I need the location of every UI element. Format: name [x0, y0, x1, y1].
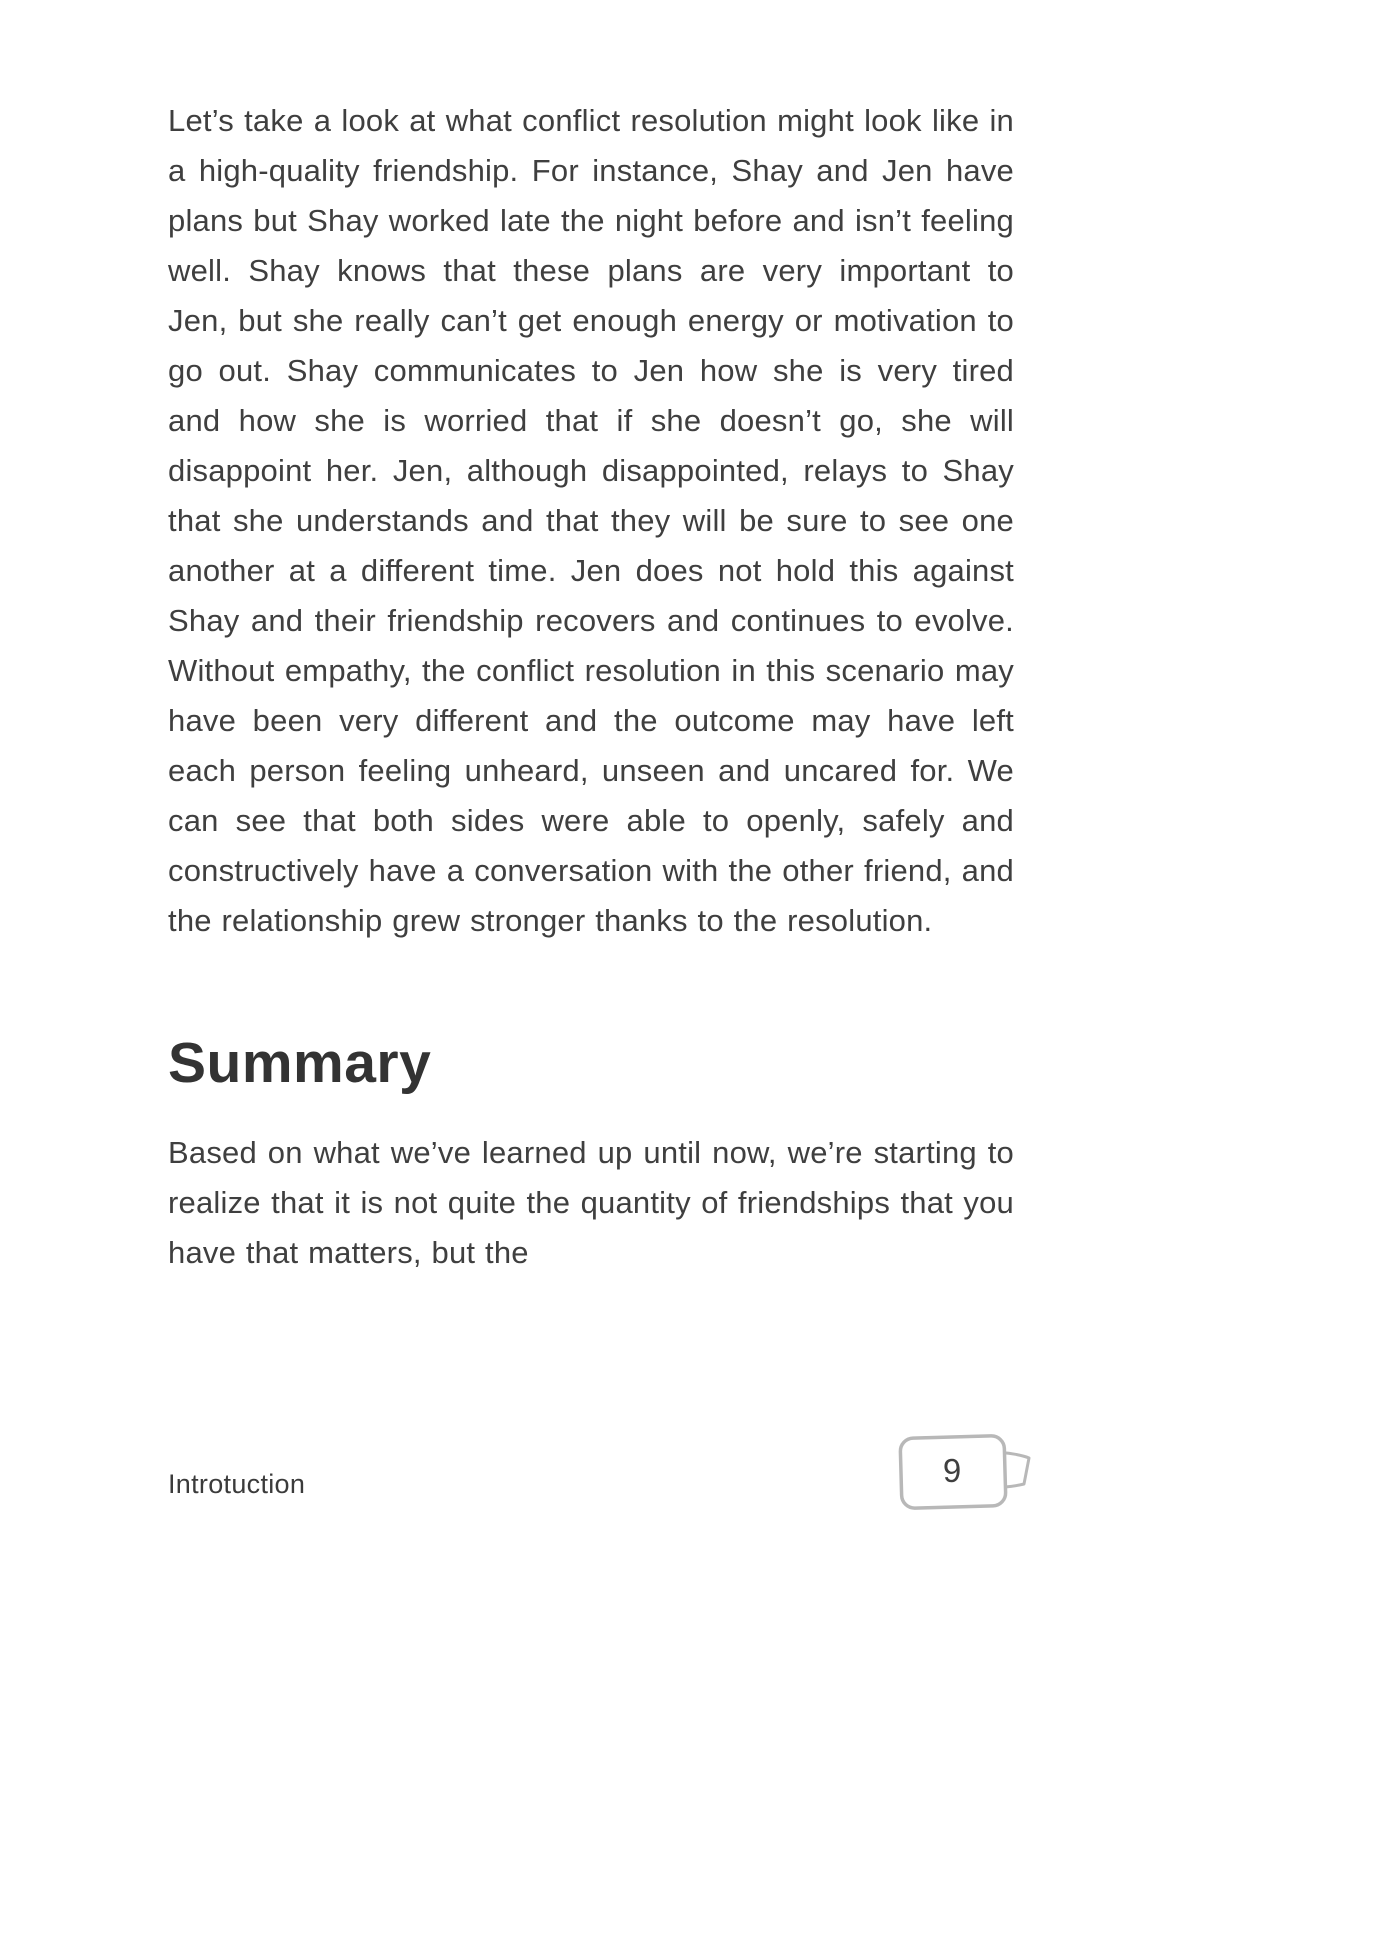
footer-section-label: Introtuction [168, 1469, 306, 1499]
body-paragraph: Let’s take a look at what conflict resolution might look like in a high-quality friendship. For instance, Shay and Jen have plans but Shay worked late the night before and isn’t feeling well. Shay knows that these plans are very important to Jen, but she really can’t get enough energy or motivation to go out. Shay communicates to Jen how she is very tired and how she is worried that if she doesn’t go, she will disappoint her. Jen, although disappointed, relays to Shay that she understands and that they will be sure to see one another at a different time. Jen does not hold this against Shay and their friendship recovers and continues to evolve. Without empathy, the conflict resolution in this scenario may have been very different and the outcome may have left each person feeling unheard, unseen and uncared for. We can see that both sides were able to openly, safely and constructively have a conversation with the other friend, and the relationship grew stronger thanks to the resolution. [168, 103, 1014, 938]
page-number: 9 [942, 1452, 962, 1489]
page-number-box [896, 1428, 1038, 1518]
summary-heading: Summary [168, 1031, 432, 1095]
summary-paragraph: Based on what we’ve learned up until now, we’re starting to realize that it is not quite the quantity of friendships that you have that matters, but the [168, 1134, 1014, 1270]
page-content [168, 96, 1014, 1278]
